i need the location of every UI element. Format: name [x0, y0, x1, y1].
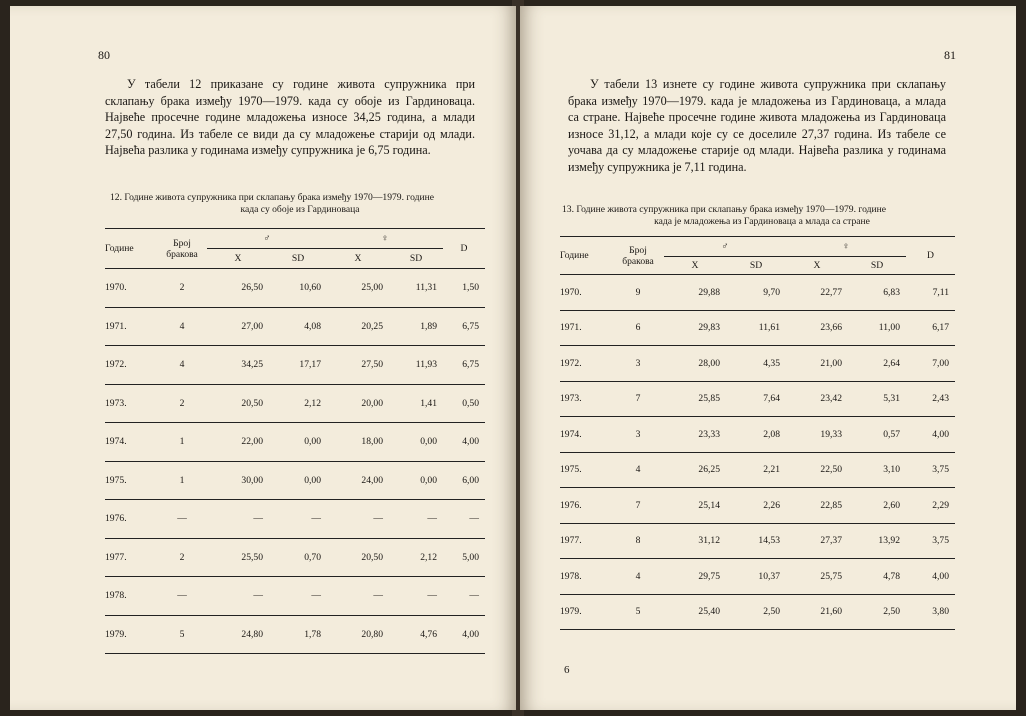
- cell-difference: 6,17: [906, 310, 955, 346]
- table-row: [105, 346, 485, 385]
- cell-female-x: 22,77: [786, 275, 848, 311]
- cell-male-sd: 2,50: [726, 594, 786, 630]
- cell-difference: 3,75: [906, 523, 955, 559]
- cell-female-x: 25,75: [786, 559, 848, 595]
- cell-female-sd: 4,76: [389, 615, 443, 654]
- caption-line: 12. Године живота супружника при склапању брака између 1970—1979. године: [110, 192, 435, 203]
- cell-male-x: 20,50: [207, 384, 269, 423]
- cell-male-x: 27,00: [207, 307, 269, 346]
- cell-year: 1979.: [105, 615, 157, 654]
- table-row: [105, 538, 485, 577]
- cell-male-x: 23,33: [664, 417, 726, 453]
- cell-female-sd: 5,31: [848, 381, 906, 417]
- table-row: [560, 275, 955, 311]
- cell-year: 1976.: [105, 500, 157, 539]
- page-number: 80: [98, 48, 110, 62]
- cell-male-sd: 11,61: [726, 310, 786, 346]
- table-row: [105, 307, 485, 346]
- cell-year: 1979.: [560, 594, 612, 630]
- cell-year: 1977.: [105, 538, 157, 577]
- cell-female-sd: 11,93: [389, 346, 443, 385]
- cell-male-sd: 1,78: [269, 615, 327, 654]
- cell-male-sd: 2,12: [269, 384, 327, 423]
- body-paragraph: У табели 13 изнете су године живота супружника при склапању брака између 1970—1979. када је младожења из Гардиноваца, а млада са стране. Највеће просечне године живота младожења из Гардиноваца износе 31,12, а млади које су се доселиле 27,37 година. Из табеле се уочава да су младожење старије од млади. Највећа разлика у годинама између супружника је 7,11 година.: [568, 77, 946, 174]
- cell-male-sd: 4,35: [726, 346, 786, 382]
- cell-female-x: 20,25: [327, 307, 389, 346]
- cell-female-sd: 6,83: [848, 275, 906, 311]
- cell-female-x: 27,50: [327, 346, 389, 385]
- cell-marriages: 2: [157, 269, 207, 308]
- col-header-year: Године: [560, 237, 612, 275]
- cell-female-x: 20,00: [327, 384, 389, 423]
- cell-difference: 0,50: [443, 384, 485, 423]
- cell-male-x: 28,00: [664, 346, 726, 382]
- cell-female-x: 21,00: [786, 346, 848, 382]
- cell-female-sd: —: [389, 500, 443, 539]
- table-row: [105, 615, 485, 654]
- cell-male-x: 22,00: [207, 423, 269, 462]
- cell-marriages: 4: [157, 307, 207, 346]
- cell-male-sd: 7,64: [726, 381, 786, 417]
- caption-line: 13. Године живота супружника при склапању брака између 1970—1979. године: [562, 204, 887, 215]
- cell-difference: 1,50: [443, 269, 485, 308]
- cell-marriages: 8: [612, 523, 664, 559]
- cell-female-sd: 1,89: [389, 307, 443, 346]
- cell-marriages: 7: [612, 488, 664, 524]
- col-header-d: D: [906, 237, 955, 275]
- cell-female-sd: 2,60: [848, 488, 906, 524]
- cell-difference: 4,00: [443, 615, 485, 654]
- left-page: [10, 6, 516, 710]
- cell-difference: 7,00: [906, 346, 955, 382]
- cell-male-sd: 9,70: [726, 275, 786, 311]
- table-row: [560, 488, 955, 524]
- table-row: [560, 559, 955, 595]
- col-header-x: X: [786, 257, 848, 275]
- table-row: [560, 452, 955, 488]
- cell-marriages: 4: [157, 346, 207, 385]
- cell-female-x: —: [327, 577, 389, 616]
- cell-marriages: —: [157, 500, 207, 539]
- cell-female-x: 24,00: [327, 461, 389, 500]
- cell-male-x: 25,50: [207, 538, 269, 577]
- col-header-sd: SD: [726, 257, 786, 275]
- cell-male-sd: 14,53: [726, 523, 786, 559]
- cell-year: 1974.: [105, 423, 157, 462]
- cell-male-x: 25,40: [664, 594, 726, 630]
- col-header-marriages: [612, 237, 664, 275]
- data-table: [560, 236, 955, 630]
- cell-marriages: 1: [157, 461, 207, 500]
- cell-male-x: 26,25: [664, 452, 726, 488]
- cell-female-x: 23,66: [786, 310, 848, 346]
- cell-marriages: 3: [612, 346, 664, 382]
- cell-male-sd: —: [269, 500, 327, 539]
- col-header-x: X: [664, 257, 726, 275]
- table-row: [560, 417, 955, 453]
- caption-line: када су обоје из Гардиноваца: [240, 204, 360, 215]
- cell-year: 1976.: [560, 488, 612, 524]
- table-row: [105, 384, 485, 423]
- cell-male-x: 31,12: [664, 523, 726, 559]
- right-page: [520, 6, 1016, 710]
- cell-female-x: 22,50: [786, 452, 848, 488]
- cell-male-sd: 0,70: [269, 538, 327, 577]
- cell-marriages: —: [157, 577, 207, 616]
- cell-female-x: 18,00: [327, 423, 389, 462]
- table-row: [105, 500, 485, 539]
- cell-year: 1971.: [105, 307, 157, 346]
- cell-female-x: 21,60: [786, 594, 848, 630]
- cell-female-x: 19,33: [786, 417, 848, 453]
- cell-difference: 3,80: [906, 594, 955, 630]
- table-row: [560, 346, 955, 382]
- cell-male-sd: —: [269, 577, 327, 616]
- cell-female-x: 22,85: [786, 488, 848, 524]
- cell-female-x: 23,42: [786, 381, 848, 417]
- cell-male-sd: 0,00: [269, 423, 327, 462]
- cell-male-x: 24,80: [207, 615, 269, 654]
- col-header-sd: SD: [269, 249, 327, 269]
- cell-female-sd: 1,41: [389, 384, 443, 423]
- cell-difference: 6,00: [443, 461, 485, 500]
- cell-female-sd: 2,50: [848, 594, 906, 630]
- cell-female-sd: 4,78: [848, 559, 906, 595]
- cell-female-x: 27,37: [786, 523, 848, 559]
- table-row: [105, 423, 485, 462]
- col-header-sd: SD: [848, 257, 906, 275]
- male-symbol: ♂: [207, 229, 327, 249]
- cell-male-sd: 10,37: [726, 559, 786, 595]
- table-body: [105, 269, 485, 654]
- footer-mark: 6: [564, 664, 570, 676]
- cell-marriages: 5: [157, 615, 207, 654]
- table-row: [105, 577, 485, 616]
- cell-marriages: 7: [612, 381, 664, 417]
- cell-year: 1975.: [560, 452, 612, 488]
- cell-marriages: 4: [612, 559, 664, 595]
- cell-female-sd: 2,12: [389, 538, 443, 577]
- cell-female-sd: 13,92: [848, 523, 906, 559]
- col-header-d: D: [443, 229, 485, 269]
- cell-male-x: —: [207, 500, 269, 539]
- cell-male-sd: 2,21: [726, 452, 786, 488]
- cell-female-x: 20,80: [327, 615, 389, 654]
- table-row: [560, 310, 955, 346]
- cell-marriages: 9: [612, 275, 664, 311]
- cell-year: 1971.: [560, 310, 612, 346]
- header-line: бракова: [166, 248, 198, 260]
- cell-female-x: 20,50: [327, 538, 389, 577]
- cell-marriages: 4: [612, 452, 664, 488]
- cell-female-x: 25,00: [327, 269, 389, 308]
- cell-female-sd: —: [389, 577, 443, 616]
- cell-male-x: 25,14: [664, 488, 726, 524]
- page-number: 81: [944, 48, 956, 62]
- cell-male-sd: 10,60: [269, 269, 327, 308]
- table-caption: [562, 204, 962, 228]
- male-symbol: ♂: [664, 237, 786, 257]
- table-caption: [110, 192, 490, 216]
- cell-difference: —: [443, 577, 485, 616]
- table-row: [560, 381, 955, 417]
- cell-year: 1970.: [560, 275, 612, 311]
- cell-difference: 6,75: [443, 307, 485, 346]
- cell-difference: 2,29: [906, 488, 955, 524]
- cell-year: 1972.: [105, 346, 157, 385]
- header-line: Број: [173, 237, 191, 249]
- table-row: [105, 269, 485, 308]
- body-paragraph: У табели 12 приказане су године живота супружника при склапању брака између 1970—1979. када су обоје из Гардиноваца. Највеће просечне године младожења износе 34,25 година, а млади 27,50 година. Из табеле се види да су младожење старији од млади. Највећа разлика у годинама између супружника је 6,75 година.: [105, 77, 475, 157]
- col-header-x: X: [327, 249, 389, 269]
- cell-year: 1970.: [105, 269, 157, 308]
- col-header-x: X: [207, 249, 269, 269]
- cell-marriages: 3: [612, 417, 664, 453]
- cell-male-sd: 2,08: [726, 417, 786, 453]
- cell-marriages: 6: [612, 310, 664, 346]
- cell-marriages: 1: [157, 423, 207, 462]
- header-line: Број: [629, 244, 647, 256]
- table-body: [560, 275, 955, 630]
- data-table: [105, 228, 485, 654]
- cell-male-sd: 17,17: [269, 346, 327, 385]
- caption-line: када је младожења из Гардиноваца а млада са стране: [654, 216, 870, 227]
- cell-year: 1973.: [560, 381, 612, 417]
- cell-year: 1978.: [560, 559, 612, 595]
- cell-male-x: 25,85: [664, 381, 726, 417]
- female-symbol: ♀: [327, 229, 443, 249]
- cell-male-x: 34,25: [207, 346, 269, 385]
- cell-year: 1978.: [105, 577, 157, 616]
- cell-year: 1975.: [105, 461, 157, 500]
- cell-marriages: 2: [157, 384, 207, 423]
- cell-difference: 6,75: [443, 346, 485, 385]
- table-row: [560, 523, 955, 559]
- cell-male-sd: 0,00: [269, 461, 327, 500]
- cell-female-sd: 11,31: [389, 269, 443, 308]
- cell-year: 1973.: [105, 384, 157, 423]
- cell-female-x: —: [327, 500, 389, 539]
- cell-male-x: 29,75: [664, 559, 726, 595]
- cell-difference: 7,11: [906, 275, 955, 311]
- cell-female-sd: 0,00: [389, 461, 443, 500]
- cell-difference: 4,00: [906, 559, 955, 595]
- cell-difference: 4,00: [443, 423, 485, 462]
- header-line: бракова: [622, 255, 654, 267]
- cell-female-sd: 0,00: [389, 423, 443, 462]
- cell-female-sd: 11,00: [848, 310, 906, 346]
- cell-male-x: —: [207, 577, 269, 616]
- cell-difference: 3,75: [906, 452, 955, 488]
- female-symbol: ♀: [786, 237, 906, 257]
- cell-difference: 4,00: [906, 417, 955, 453]
- cell-male-sd: 4,08: [269, 307, 327, 346]
- cell-male-x: 29,83: [664, 310, 726, 346]
- table-row: [105, 461, 485, 500]
- cell-female-sd: 3,10: [848, 452, 906, 488]
- cell-male-x: 30,00: [207, 461, 269, 500]
- col-header-sd: SD: [389, 249, 443, 269]
- cell-male-x: 29,88: [664, 275, 726, 311]
- cell-marriages: 5: [612, 594, 664, 630]
- cell-difference: 2,43: [906, 381, 955, 417]
- table-row: [560, 594, 955, 630]
- cell-male-sd: 2,26: [726, 488, 786, 524]
- cell-female-sd: 2,64: [848, 346, 906, 382]
- cell-year: 1977.: [560, 523, 612, 559]
- cell-year: 1974.: [560, 417, 612, 453]
- cell-year: 1972.: [560, 346, 612, 382]
- cell-difference: —: [443, 500, 485, 539]
- cell-female-sd: 0,57: [848, 417, 906, 453]
- col-header-year: Године: [105, 229, 157, 269]
- cell-marriages: 2: [157, 538, 207, 577]
- cell-difference: 5,00: [443, 538, 485, 577]
- cell-male-x: 26,50: [207, 269, 269, 308]
- col-header-marriages: [157, 229, 207, 269]
